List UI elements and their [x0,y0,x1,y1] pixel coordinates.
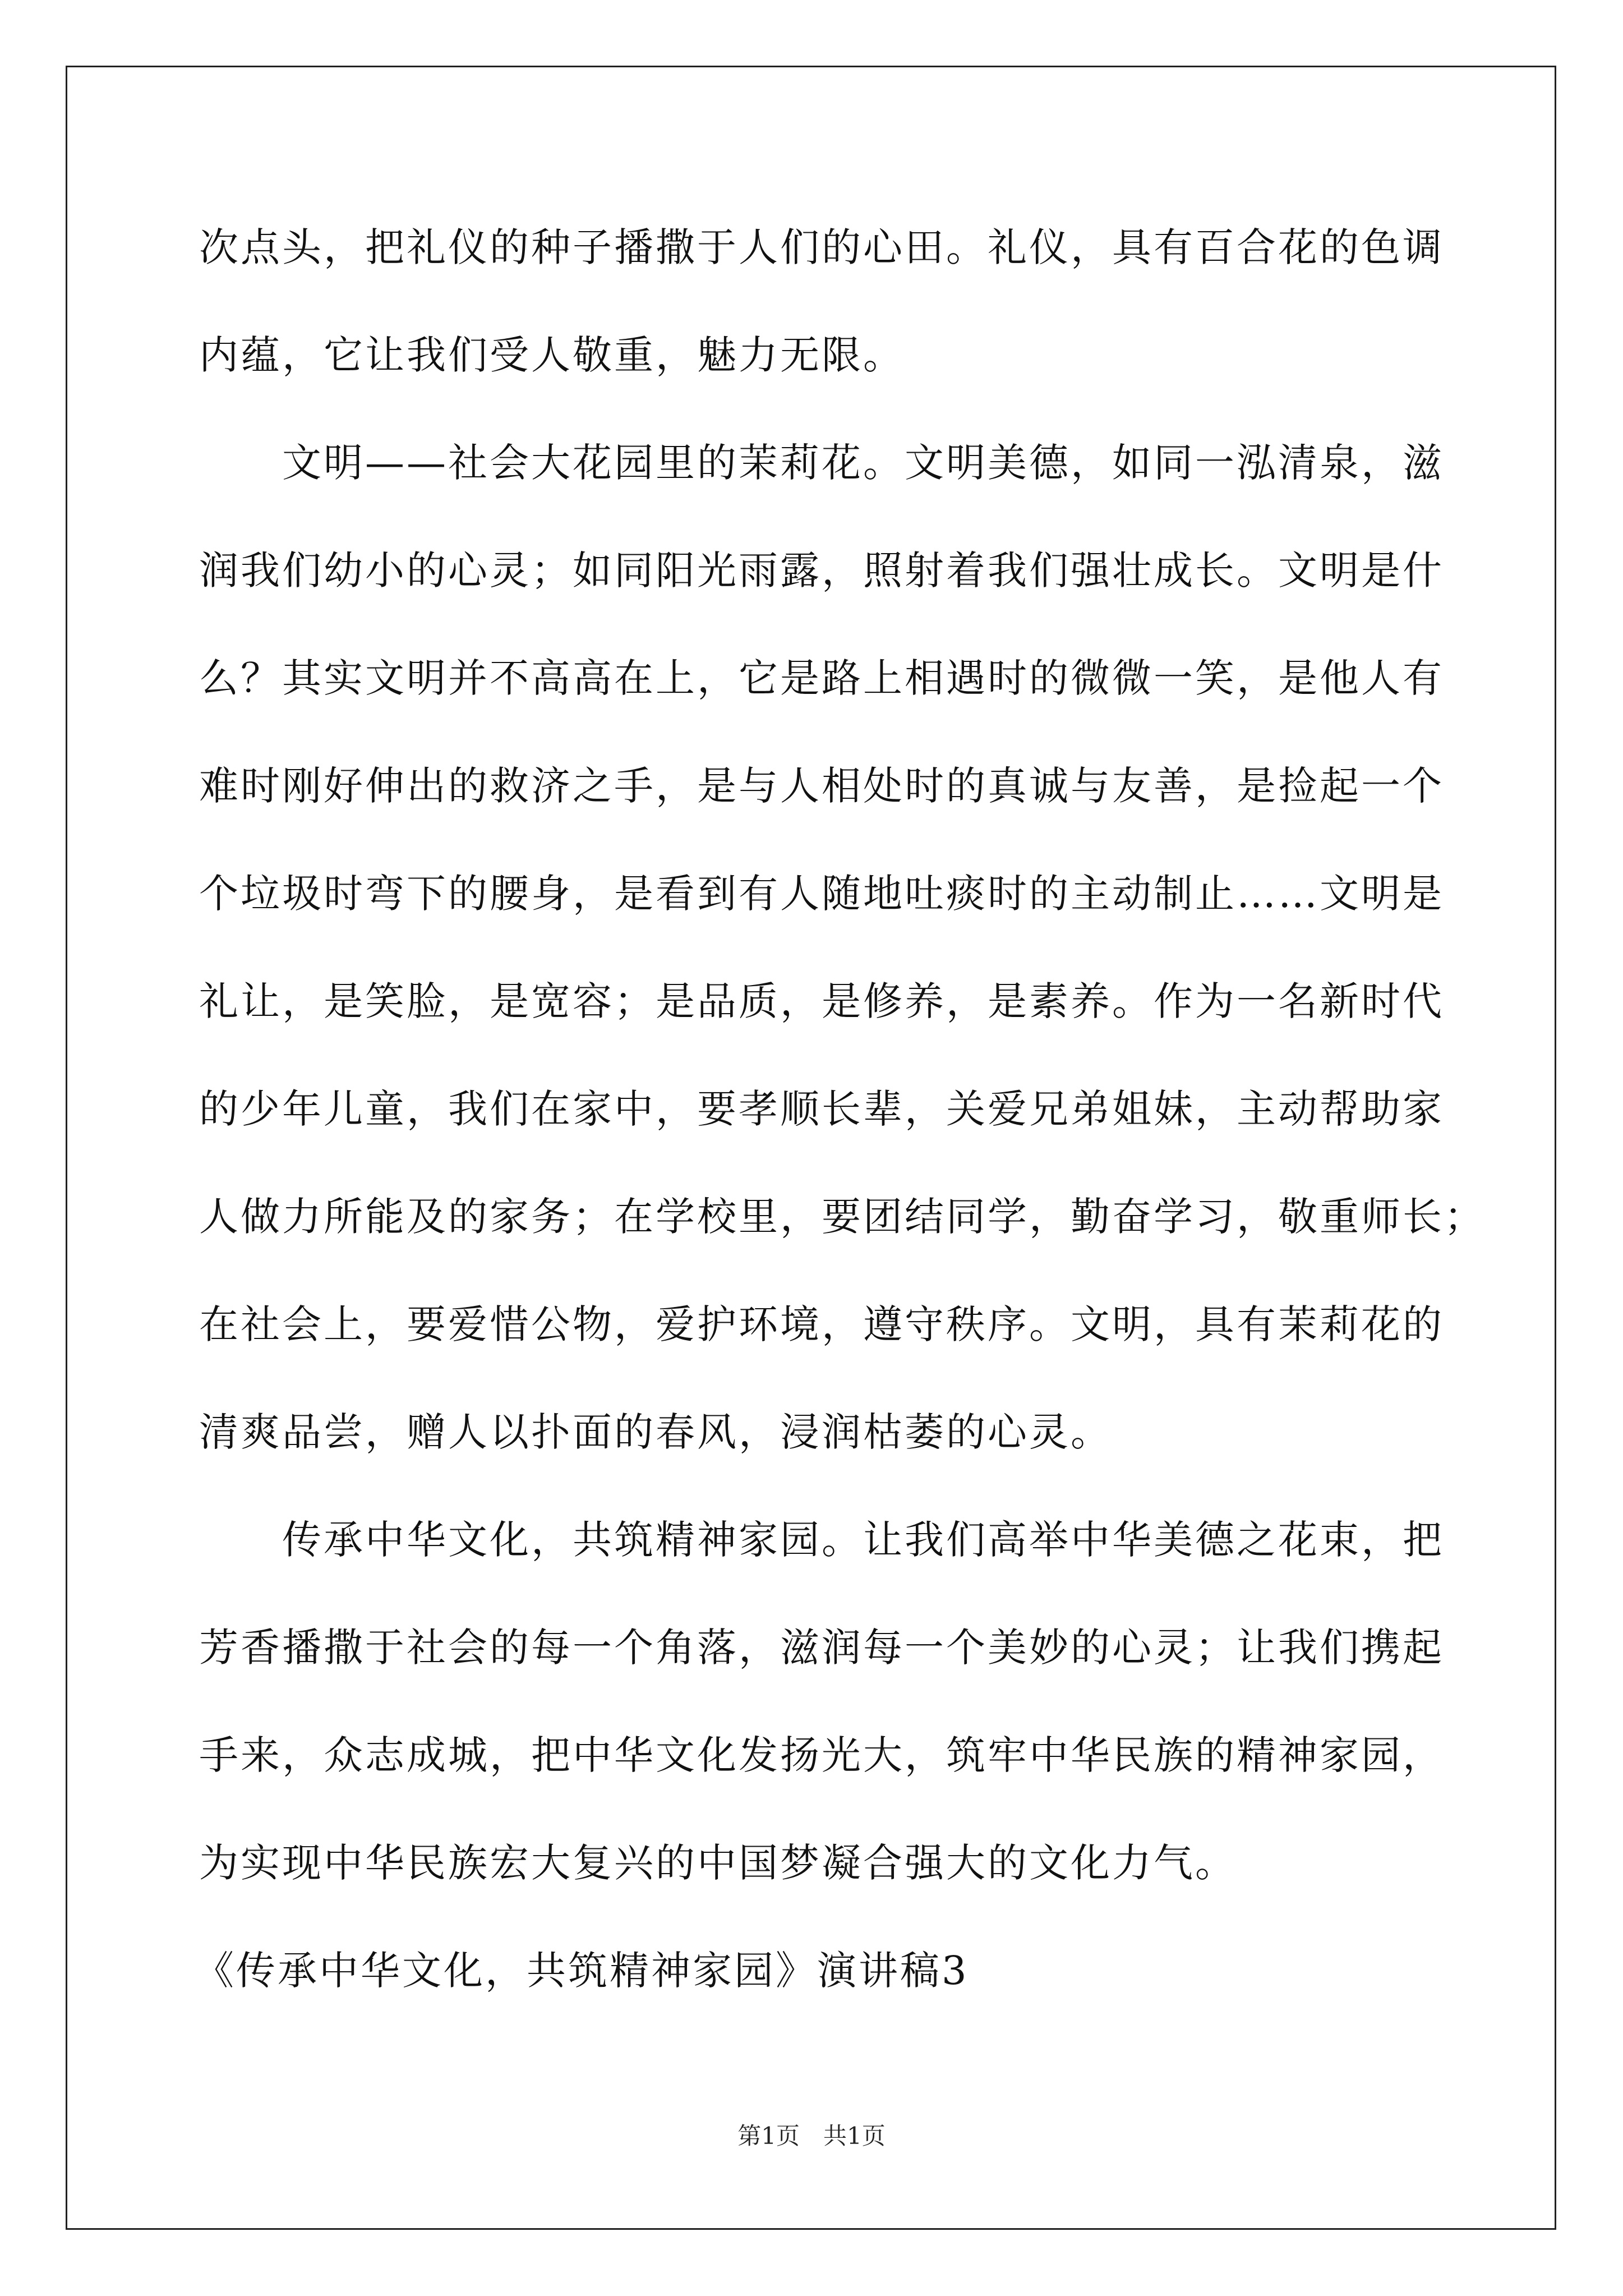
paragraph-line: 芳香播撒于社会的每一个角落，滋润每一个美妙的心灵；让我们携起 [199,1625,1444,1671]
paragraph-line: 在社会上，要爱惜公物，爱护环境，遵守秩序。文明，具有茉莉花的 [199,1301,1444,1347]
paragraph-line: 润我们幼小的心灵；如同阳光雨露，照射着我们强壮成长。文明是什 [199,547,1444,593]
document-body [195,216,1486,2047]
paragraph-line: 清爽品尝，赠人以扑面的春风，浸润枯萎的心灵。 [199,1409,1112,1455]
paragraph-line: 传承中华文化，共筑精神家园。让我们高举中华美德之花束，把 [199,1517,1444,1563]
paragraph-line: 难时刚好伸出的救济之手，是与人相处时的真诚与友善，是捡起一个 [199,763,1444,809]
section-heading: 《传承中华文化，共筑精神家园》演讲稿3 [195,1948,969,1994]
paragraph-line: 为实现中华民族宏大复兴的中国梦凝合强大的文化力气。 [199,1840,1237,1886]
paragraph-line: 次点头，把礼仪的种子播撒于人们的心田。礼仪，具有百合花的色调 [199,224,1444,270]
paragraph-line: 文明——社会大花园里的茉莉花。文明美德，如同一泓清泉，滋 [199,440,1444,486]
page-number-footer: 第1页 共1页 [737,2122,886,2150]
paragraph-line: 礼让，是笑脸，是宽容；是品质，是修养，是素养。作为一名新时代 [199,978,1444,1024]
paragraph-line: 个垃圾时弯下的腰身，是看到有人随地吐痰时的主动制止……文明是 [199,871,1444,917]
paragraph-line: 的少年儿童，我们在家中，要孝顺长辈，关爱兄弟姐妹，主动帮助家 [199,1086,1444,1132]
paragraph-line: 手来，众志成城，把中华文化发扬光大，筑牢中华民族的精神家园， [199,1732,1444,1778]
paragraph-line: 么？其实文明并不高高在上，它是路上相遇时的微微一笑，是他人有 [199,655,1444,701]
paragraph-line: 内蕴，它让我们受人敬重，魅力无限。 [199,332,905,378]
paragraph-line: 人做力所能及的家务；在学校里，要团结同学，勤奋学习，敬重师长； [199,1194,1486,1240]
